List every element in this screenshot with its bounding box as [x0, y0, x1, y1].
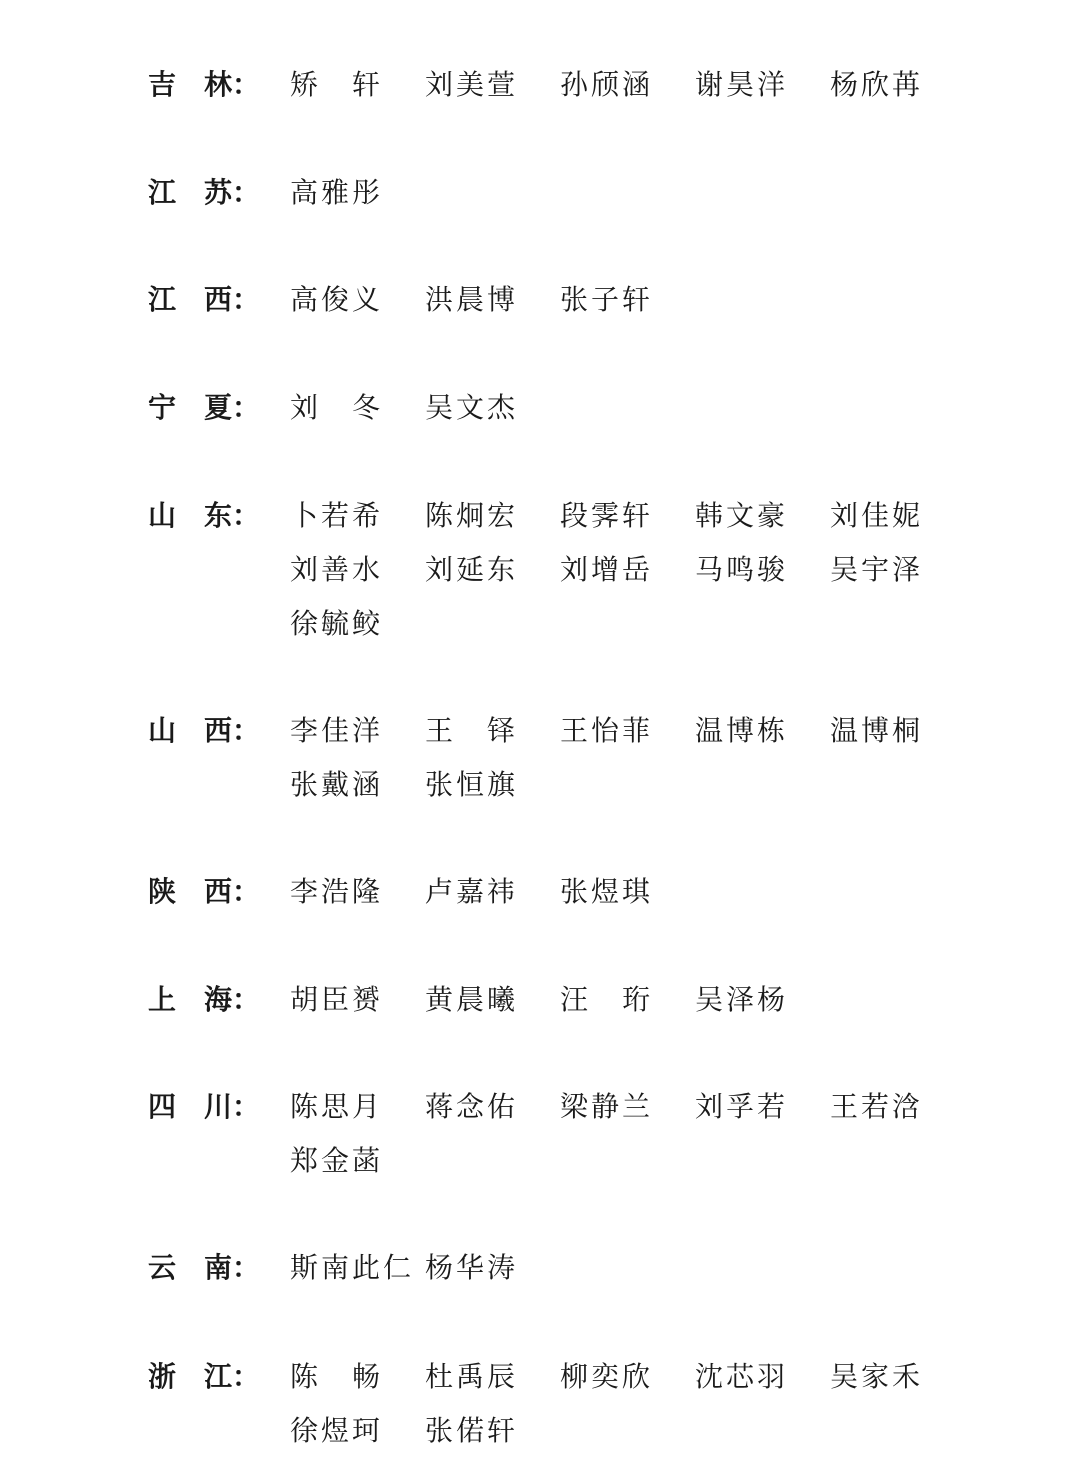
person-name: 汪 珩: [560, 983, 654, 1016]
person-name: 马鸣骏: [695, 553, 789, 586]
person-name: 高雅彤: [290, 176, 384, 209]
person-name: 陈思月: [290, 1090, 384, 1123]
province-label: 江 西：: [148, 283, 261, 316]
person-name: 王 铎: [425, 714, 519, 747]
person-name: 刘善水: [290, 553, 384, 586]
person-name: 刘增岳: [560, 553, 654, 586]
person-name: 李浩隆: [290, 875, 384, 908]
province-label: 山 东：: [148, 499, 261, 532]
province-label: 四 川：: [148, 1090, 261, 1123]
province-label: 宁 夏：: [148, 391, 261, 424]
person-name: 卜若希: [290, 499, 384, 532]
person-name: 王怡菲: [560, 714, 654, 747]
person-name: 吴家禾: [830, 1360, 924, 1393]
person-name: 矫 轩: [290, 68, 384, 101]
person-name: 孙颀涵: [560, 68, 654, 101]
person-name: 吴宇泽: [830, 553, 924, 586]
person-name: 徐毓鲛: [290, 607, 384, 640]
person-name: 张恒旗: [425, 768, 519, 801]
person-name: 温博栋: [695, 714, 789, 747]
person-name: 王若浛: [830, 1090, 924, 1123]
province-label: 云 南：: [148, 1251, 261, 1284]
person-name: 胡臣赟: [290, 983, 384, 1016]
province-label: 陕 西：: [148, 875, 261, 908]
person-name: 刘美萱: [425, 68, 519, 101]
person-name: 斯南此仁: [290, 1251, 415, 1284]
person-name: 吴泽杨: [695, 983, 789, 1016]
person-name: 吴文杰: [425, 391, 519, 424]
person-name: 韩文豪: [695, 499, 789, 532]
province-label: 浙 江：: [148, 1360, 261, 1393]
person-name: 徐煜珂: [290, 1414, 384, 1447]
person-name: 蒋念佑: [425, 1090, 519, 1123]
person-name: 黄晨曦: [425, 983, 519, 1016]
person-name: 谢昊洋: [695, 68, 789, 101]
province-label: 江 苏：: [148, 176, 261, 209]
person-name: 陈炯宏: [425, 499, 519, 532]
person-name: 高俊义: [290, 283, 384, 316]
person-name: 卢嘉祎: [425, 875, 519, 908]
person-name: 段霁轩: [560, 499, 654, 532]
person-name: 张煜琪: [560, 875, 654, 908]
person-name: 梁静兰: [560, 1090, 654, 1123]
person-name: 杨欣苒: [830, 68, 924, 101]
person-name: 刘佳妮: [830, 499, 924, 532]
province-label: 上 海：: [148, 983, 261, 1016]
person-name: 杜禹辰: [425, 1360, 519, 1393]
person-name: 刘延东: [425, 553, 519, 586]
person-name: 杨华涛: [425, 1251, 519, 1284]
person-name: 柳奕欣: [560, 1360, 654, 1393]
person-name: 陈 畅: [290, 1360, 384, 1393]
person-name: 刘孚若: [695, 1090, 789, 1123]
person-name: 张偌轩: [425, 1414, 519, 1447]
province-label: 吉 林：: [148, 68, 261, 101]
person-name: 温博桐: [830, 714, 924, 747]
person-name: 张戴涵: [290, 768, 384, 801]
person-name: 张子轩: [560, 283, 654, 316]
person-name: 李佳洋: [290, 714, 384, 747]
person-name: 洪晨博: [425, 283, 519, 316]
person-name: 沈芯羽: [695, 1360, 789, 1393]
person-name: 郑金菡: [290, 1144, 384, 1177]
province-label: 山 西：: [148, 714, 261, 747]
person-name: 刘 冬: [290, 391, 384, 424]
